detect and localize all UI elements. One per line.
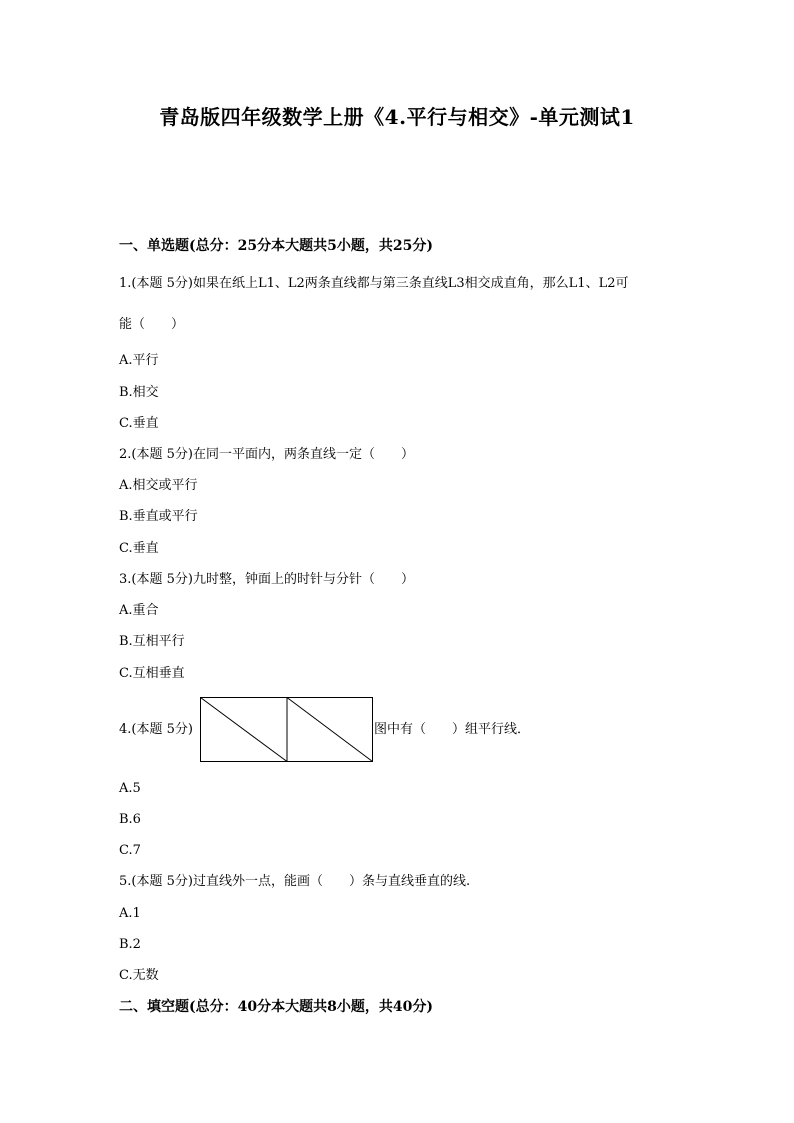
figure-left-diagonal — [201, 698, 288, 762]
question-3-option-a: A.重合 — [119, 603, 159, 618]
question-3-option-b: B.互相平行 — [119, 634, 185, 649]
section-heading-single-choice: 一、单选题(总分：25分本大题共5小题，共25分) — [119, 238, 433, 254]
question-4-option-a: A.5 — [119, 781, 141, 796]
question-4-figure — [200, 697, 374, 763]
question-3-option-c: C.互相垂直 — [119, 666, 185, 681]
question-2-option-c: C.垂直 — [119, 541, 159, 556]
question-2-option-a: A.相交或平行 — [119, 478, 198, 493]
question-4-option-b: B.6 — [119, 812, 141, 827]
question-1-stem-line1: 1.(本题 5分)如果在纸上L1、L2两条直线都与第三条直线L3相交成直角，那么L1、L2可 — [119, 276, 629, 291]
question-3-stem: 3.(本题 5分)九时整，钟面上的时针与分针（ ） — [119, 572, 414, 587]
question-2-option-b: B.垂直或平行 — [119, 509, 198, 524]
question-2-stem: 2.(本题 5分)在同一平面内，两条直线一定（ ） — [119, 447, 414, 462]
page-title: 青岛版四年级数学上册《4.平行与相交》-单元测试1 — [159, 105, 635, 129]
question-5-option-b: B.2 — [119, 937, 141, 952]
section-heading-fill-blank: 二、填空题(总分：40分本大题共8小题，共40分) — [119, 999, 433, 1015]
question-5-option-a: A.1 — [119, 906, 141, 921]
question-4-option-c: C.7 — [119, 843, 141, 858]
question-5-stem: 5.(本题 5分)过直线外一点，能画（ ）条与直线垂直的线. — [119, 874, 471, 889]
question-4-stem-before: 4.(本题 5分) — [119, 722, 193, 737]
question-1-option-c: C.垂直 — [119, 416, 159, 431]
question-1-stem-line2: 能（ ） — [119, 317, 185, 332]
question-1-option-b: B.相交 — [119, 385, 159, 400]
question-1-option-a: A.平行 — [119, 353, 159, 368]
figure-right-diagonal — [287, 698, 373, 762]
question-4-stem-after: 图中有（ ）组平行线． — [374, 722, 531, 737]
question-5-option-c: C.无数 — [119, 968, 159, 983]
